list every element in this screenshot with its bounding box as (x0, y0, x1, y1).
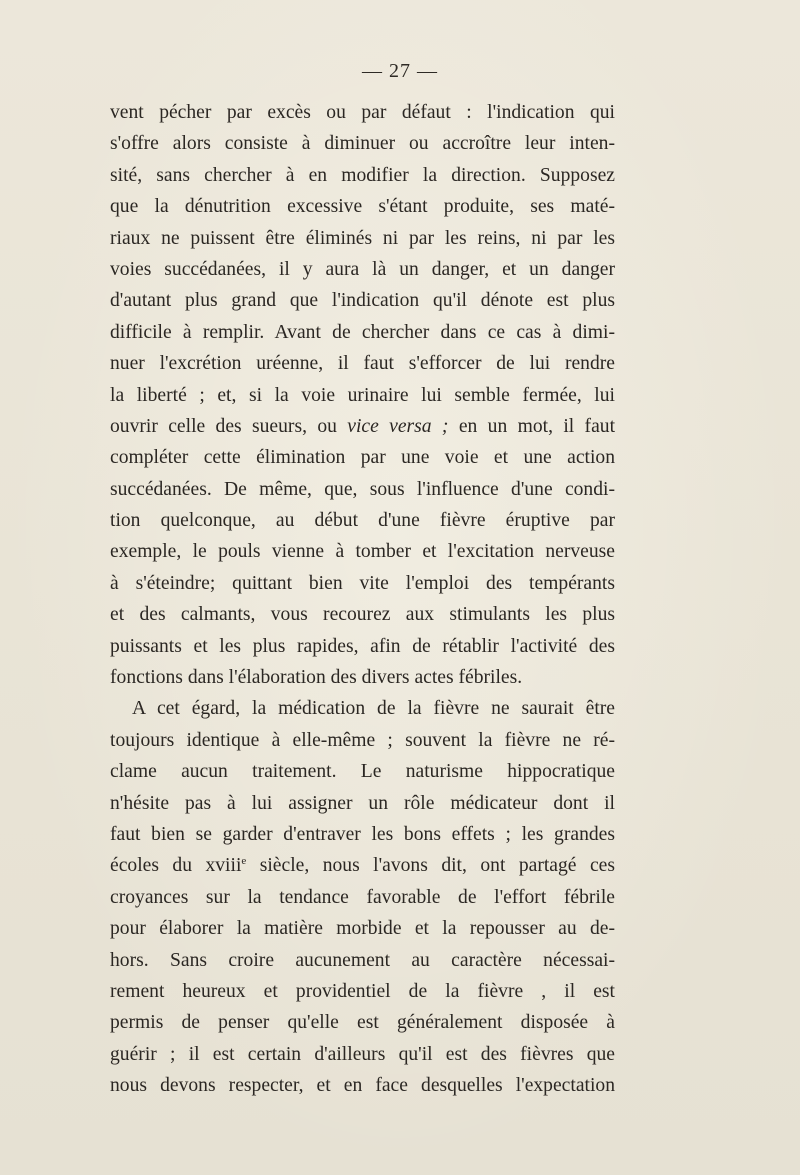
text-line: croyances sur la tendance favorable de l'effort fébrile (110, 886, 615, 908)
text-line: pour élaborer la matière morbide et la repousser au de- (110, 918, 615, 940)
text-line: que la dénutrition excessive s'étant produite, ses maté- (110, 196, 615, 218)
text-line (110, 850, 615, 881)
text-line: d'autant plus grand que l'indication qu'il dénote est plus (110, 290, 615, 312)
superscript: e (241, 855, 247, 868)
text-line: difficile à remplir. Avant de chercher dans ce cas à dimi- (110, 321, 615, 343)
text-segment: ouvrir celle des sueurs, ou (110, 415, 348, 437)
text-line: A cet égard, la médication de la fièvre ne saurait être (132, 698, 615, 720)
text-segment: écoles du xviii (110, 855, 242, 877)
italic-text: vice versa ; (347, 415, 449, 437)
text-line: fonctions dans l'élaboration des divers actes fébriles. (110, 667, 523, 689)
text-line (110, 411, 615, 442)
text-line: la liberté ; et, si la voie urinaire lui semble fermée, lui (110, 384, 615, 406)
text-line: puissants et les plus rapides, afin de rétablir l'activité des (110, 635, 615, 657)
text-line: clame aucun traitement. Le naturisme hippocratique (110, 761, 615, 783)
page-number: — 27 — (362, 60, 438, 82)
body-text (110, 97, 615, 1102)
text-line: vent pécher par excès ou par défaut : l'indication qui (110, 102, 615, 123)
text-segment: siècle, nous l'avons dit, ont partagé ces (246, 855, 615, 877)
text-line: guérir ; il est certain d'ailleurs qu'il est des fièvres que (110, 1043, 615, 1065)
text-line: tion quelconque, au début d'une fièvre éruptive par (110, 510, 615, 532)
text-line: permis de penser qu'elle est généralement disposée à (110, 1012, 615, 1034)
text-line: toujours identique à elle-même ; souvent la fièvre ne ré- (110, 729, 615, 751)
text-segment: en un mot, il faut (448, 415, 616, 437)
text-line: riaux ne puissent être éliminés ni par les reins, ni par les (110, 227, 615, 249)
text-line: nous devons respecter, et en face desquelles l'expectation (110, 1075, 615, 1097)
text-line: à s'éteindre; quittant bien vite l'emploi des tempérants (110, 572, 615, 594)
text-line: s'offre alors consiste à diminuer ou accroître leur inten- (110, 133, 615, 155)
text-line: n'hésite pas à lui assigner un rôle médicateur dont il (110, 792, 615, 814)
text-line: rement heureux et providentiel de la fièvre , il est (110, 980, 615, 1002)
text-line: succédanées. De même, que, sous l'influence d'une condi- (110, 478, 615, 500)
text-line: sité, sans chercher à en modifier la direction. Supposez (110, 164, 615, 186)
text-line: voies succédanées, il y aura là un danger, et un danger (110, 258, 615, 280)
text-line: hors. Sans croire aucunement au caractère nécessai- (110, 949, 615, 971)
text-line: compléter cette élimination par une voie et une action (110, 447, 615, 469)
text-line: et des calmants, vous recourez aux stimulants les plus (110, 604, 615, 626)
text-line: faut bien se garder d'entraver les bons effets ; les grandes (110, 823, 615, 845)
text-line: exemple, le pouls vienne à tomber et l'excitation nerveuse (110, 541, 615, 563)
text-line: nuer l'excrétion uréenne, il faut s'efforcer de lui rendre (110, 353, 615, 375)
